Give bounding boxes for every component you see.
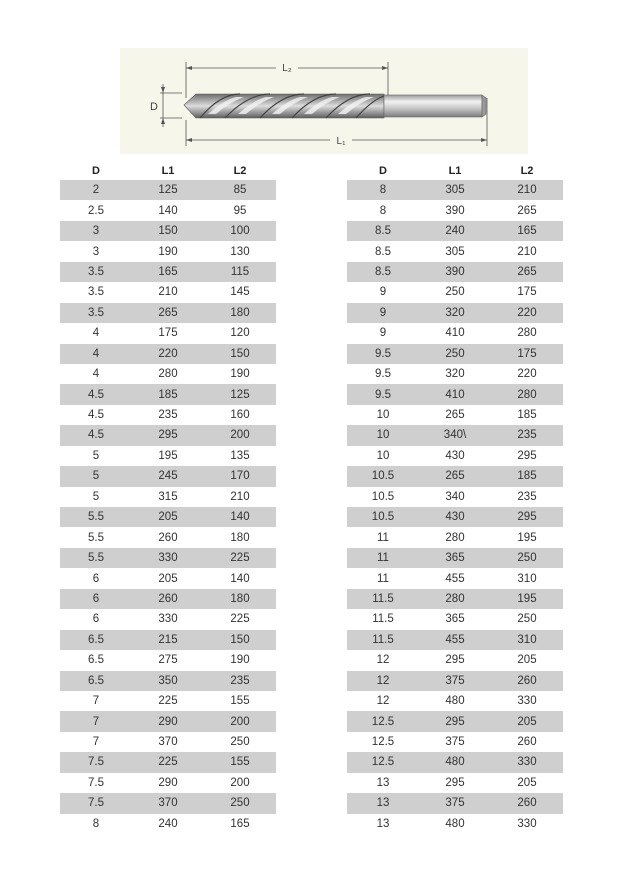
table-row [60,221,276,241]
cell-d: 10.5 [347,507,419,527]
table-row [60,180,276,200]
table-row [60,282,276,302]
cell-l1: 480 [445,695,465,708]
cell-d: 7.5 [60,752,132,772]
table-row [60,384,276,404]
cell-d: 2.5 [88,204,104,217]
cell-l1: 375 [419,793,491,813]
cell-l1: 290 [132,711,204,731]
cell-l2: 150 [204,344,276,364]
cell-d: 9.5 [347,344,419,364]
cell-l1: 220 [132,344,204,364]
table-row [347,711,563,731]
cell-d: 8.5 [347,262,419,282]
cell-l1: 205 [132,507,204,527]
cell-l1: 410 [419,384,491,404]
cell-d: 9.5 [375,368,391,381]
table-row [60,303,276,323]
cell-l2: 165 [491,221,563,241]
cell-l1: 480 [445,817,465,830]
cell-d: 12 [376,654,390,667]
cell-d: 10.5 [347,466,419,486]
table-row [60,344,276,364]
cell-l1: 210 [158,286,178,299]
cell-l1: 245 [132,466,204,486]
cell-l2: 180 [204,589,276,609]
cell-d: 2 [60,180,132,200]
cell-d: 5 [60,466,132,486]
cell-d: 9 [379,327,387,340]
cell-d: 6.5 [88,654,104,667]
cell-l1: 455 [445,572,465,585]
cell-d: 8.5 [375,245,391,258]
table-row [347,507,563,527]
cell-l2: 145 [230,286,250,299]
cell-d: 5.5 [60,548,132,568]
cell-l2: 210 [230,490,250,503]
cell-l1: 340\ [419,425,491,445]
cell-d: 12.5 [347,711,419,731]
table-row [347,732,563,752]
cell-l1: 240 [158,817,178,830]
cell-l1: 365 [419,548,491,568]
cell-l2: 210 [517,245,537,258]
cell-l2: 185 [491,466,563,486]
table-row [60,814,276,834]
table-row [60,446,276,466]
cell-l2: 175 [517,286,537,299]
cell-l2: 220 [491,303,563,323]
cell-d: 13 [376,776,390,789]
cell-d: 9 [347,303,419,323]
table-row [60,466,276,486]
cell-l1: 320 [445,368,465,381]
table-row [60,323,276,343]
cell-l1: 315 [158,490,178,503]
table-row [60,773,276,793]
header-l2: L2 [520,164,534,177]
cell-d: 8 [379,204,387,217]
cell-l1: 275 [158,654,178,667]
table-row [347,650,563,670]
cell-l1: 195 [158,449,178,462]
cell-d: 5.5 [88,531,104,544]
cell-l2: 260 [491,793,563,813]
cell-d: 8.5 [347,221,419,241]
header-l1: L1 [161,164,175,177]
cell-l1: 370 [132,793,204,813]
cell-l2: 190 [230,368,250,381]
drill-bit-drawing [120,48,528,154]
cell-d: 12.5 [371,736,395,749]
table-row [60,262,276,282]
cell-d: 11 [377,572,389,585]
cell-d: 6 [60,589,132,609]
drill-size-table-right [347,161,563,834]
cell-l2: 250 [517,613,537,626]
cell-d: 4 [92,368,100,381]
table-row [347,793,563,813]
cell-d: 8 [347,180,419,200]
cell-l2: 205 [491,711,563,731]
cell-d: 10 [347,425,419,445]
table-row [60,425,276,445]
table-row [347,241,563,261]
cell-d: 9.5 [347,384,419,404]
cell-d: 6 [92,572,100,585]
table-row [347,405,563,425]
cell-l1: 350 [132,671,204,691]
cell-d: 5 [92,490,100,503]
cell-l1: 375 [419,671,491,691]
cell-l1: 150 [132,221,204,241]
cell-l1: 240 [419,221,491,241]
cell-d: 11 [377,531,389,544]
cell-l1: 190 [158,245,178,258]
cell-l1: 140 [158,204,178,217]
table-row [60,548,276,568]
table-row [347,425,563,445]
table-row [347,221,563,241]
cell-d: 10 [376,409,390,422]
cell-l1: 455 [419,630,491,650]
cell-l2: 200 [204,711,276,731]
cell-l1: 225 [132,752,204,772]
cell-l1: 260 [132,589,204,609]
drill-bit-diagram [120,48,528,154]
cell-l1: 365 [445,613,465,626]
cell-l2: 330 [491,752,563,772]
table-row [60,793,276,813]
cell-d: 11.5 [372,613,394,626]
cell-l2: 220 [517,368,537,381]
table-row [60,200,276,220]
cell-l2: 280 [517,327,537,340]
cell-l2: 205 [517,776,537,789]
table-row [347,466,563,486]
cell-l2: 140 [204,507,276,527]
header-l1: L1 [448,164,462,177]
cell-l2: 235 [491,425,563,445]
cell-d: 12 [347,671,419,691]
cell-l2: 330 [517,817,537,830]
cell-d: 3 [92,245,100,258]
cell-l1: 320 [419,303,491,323]
cell-l1: 295 [445,776,465,789]
cell-l2: 265 [517,204,537,217]
table-row [60,711,276,731]
header-d: D [379,164,387,177]
cell-l2: 120 [230,327,250,340]
cell-d: 12 [376,695,390,708]
cell-l2: 260 [491,671,563,691]
table-header-row [60,161,276,180]
cell-d: 7 [60,711,132,731]
cell-l2: 180 [204,303,276,323]
cell-d: 13 [347,793,419,813]
table-row [347,548,563,568]
table-row [60,241,276,261]
table-row [347,752,563,772]
cell-l1: 175 [158,327,178,340]
drill-size-table-left [60,161,276,834]
table-row [347,527,563,547]
table-row [60,405,276,425]
cell-l1: 330 [132,548,204,568]
cell-l2: 85 [204,180,276,200]
table-row [60,507,276,527]
cell-l2: 225 [230,613,250,626]
table-row [347,323,563,343]
cell-l2: 280 [491,384,563,404]
cell-d: 7 [92,695,100,708]
table-row [347,671,563,691]
cell-d: 11.5 [347,630,419,650]
cell-l2: 195 [517,531,537,544]
table-row [60,630,276,650]
cell-l1: 185 [132,384,204,404]
table-row [60,732,276,752]
cell-l2: 260 [517,736,537,749]
table-row [60,691,276,711]
cell-l1: 125 [132,180,204,200]
cell-l2: 185 [517,409,537,422]
cell-l1: 295 [419,711,491,731]
cell-l2: 250 [204,793,276,813]
cell-l1: 390 [445,204,465,217]
cell-d: 7.5 [60,793,132,813]
table-row [60,568,276,588]
table-row [347,814,563,834]
table-row [60,487,276,507]
cell-l1: 295 [132,425,204,445]
table-row [60,752,276,772]
cell-l2: 310 [517,572,537,585]
cell-l1: 280 [445,531,465,544]
cell-l1: 290 [158,776,178,789]
table-row [347,589,563,609]
table-row [60,609,276,629]
table-row [347,568,563,588]
table-row [60,364,276,384]
table-row [347,364,563,384]
cell-d: 7 [92,736,100,749]
cell-l1: 375 [445,736,465,749]
cell-l1: 265 [132,303,204,323]
cell-l2: 225 [204,548,276,568]
cell-d: 5.5 [60,507,132,527]
cell-l2: 190 [230,654,250,667]
cell-d: 10 [376,449,390,462]
cell-l1: 280 [419,589,491,609]
table-row [347,180,563,200]
label-d: D [150,101,158,113]
cell-l2: 205 [517,654,537,667]
table-row [347,630,563,650]
cell-l1: 305 [419,180,491,200]
cell-l2: 295 [517,449,537,462]
cell-l2: 175 [491,344,563,364]
cell-l1: 390 [419,262,491,282]
cell-l1: 330 [158,613,178,626]
cell-d: 6.5 [60,671,132,691]
cell-l1: 225 [158,695,178,708]
table-row [60,650,276,670]
cell-l2: 140 [230,572,250,585]
cell-d: 13 [376,817,390,830]
header-l2: L2 [233,164,247,177]
cell-l1: 250 [445,286,465,299]
table-row [347,344,563,364]
cell-l2: 200 [204,425,276,445]
table-row [347,262,563,282]
cell-l2: 130 [230,245,250,258]
cell-d: 4.5 [88,409,104,422]
cell-l1: 430 [445,449,465,462]
table-row [60,671,276,691]
cell-l1: 265 [445,409,465,422]
cell-d: 10.5 [371,490,395,503]
label-l2: L₂ [282,63,292,74]
cell-l1: 370 [158,736,178,749]
cell-l2: 155 [204,752,276,772]
cell-l2: 155 [230,695,250,708]
cell-l1: 235 [158,409,178,422]
cell-d: 4 [60,344,132,364]
cell-l1: 265 [419,466,491,486]
cell-l2: 135 [230,449,250,462]
table-row [347,303,563,323]
cell-l2: 165 [230,817,250,830]
cell-l1: 260 [158,531,178,544]
cell-d: 6.5 [60,630,132,650]
cell-d: 3.5 [60,303,132,323]
cell-d: 5 [92,449,100,462]
cell-l1: 305 [445,245,465,258]
cell-d: 3.5 [60,262,132,282]
cell-l1: 250 [419,344,491,364]
table-row [347,487,563,507]
cell-l1: 480 [419,752,491,772]
cell-d: 8 [92,817,100,830]
cell-d: 4 [92,327,100,340]
cell-d: 4.5 [60,384,132,404]
cell-d: 7.5 [88,776,104,789]
cell-l2: 195 [491,589,563,609]
cell-l2: 250 [230,736,250,749]
table-row [347,609,563,629]
cell-d: 6 [92,613,100,626]
cell-d: 3.5 [88,286,104,299]
cell-l2: 295 [491,507,563,527]
table-row [347,773,563,793]
cell-l1: 410 [445,327,465,340]
cell-l2: 150 [204,630,276,650]
cell-l1: 280 [158,368,178,381]
cell-d: 12.5 [347,752,419,772]
cell-l1: 430 [419,507,491,527]
label-l1: L₁ [336,136,346,147]
cell-l1: 165 [132,262,204,282]
table-row [347,384,563,404]
cell-l2: 210 [491,180,563,200]
cell-d: 11 [347,548,419,568]
cell-l2: 100 [204,221,276,241]
table-row [60,527,276,547]
table-row [60,589,276,609]
header-d: D [92,164,100,177]
cell-l2: 170 [204,466,276,486]
cell-l1: 215 [132,630,204,650]
cell-l2: 330 [517,695,537,708]
cell-l1: 295 [445,654,465,667]
cell-l2: 310 [491,630,563,650]
cell-l2: 95 [233,204,247,217]
cell-d: 11.5 [347,589,419,609]
table-row [347,200,563,220]
table-header-row [347,161,563,180]
table-row [347,446,563,466]
cell-d: 3 [60,221,132,241]
cell-l2: 265 [491,262,563,282]
cell-l2: 250 [491,548,563,568]
cell-d: 4.5 [60,425,132,445]
cell-l2: 235 [204,671,276,691]
table-row [347,691,563,711]
cell-l2: 200 [230,776,250,789]
cell-l2: 180 [230,531,250,544]
cell-l2: 125 [204,384,276,404]
cell-l1: 340 [445,490,465,503]
cell-l2: 235 [517,490,537,503]
cell-d: 9 [379,286,387,299]
cell-l2: 160 [230,409,250,422]
table-row [347,282,563,302]
cell-l2: 115 [204,262,276,282]
cell-l1: 205 [158,572,178,585]
